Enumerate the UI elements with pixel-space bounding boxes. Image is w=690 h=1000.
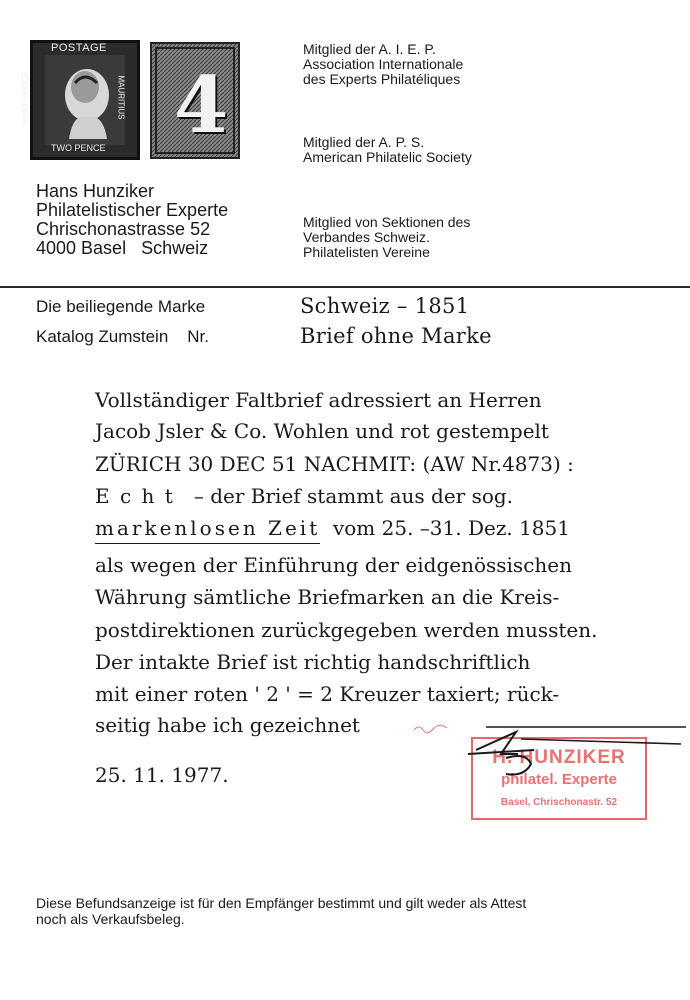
- footer-line-2: noch als Verkaufsbeleg.: [36, 911, 185, 927]
- membership-sektionen-line2: Verbandes Schweiz.: [303, 229, 430, 245]
- stamp-left-text: POST OFFICE: [21, 70, 31, 125]
- body-line-3: ZÜRICH 30 DEC 51 NACHMIT: (AW Nr.4873) :: [95, 452, 574, 476]
- stamp-numeral: 4: [174, 60, 229, 151]
- membership-aiep: [303, 42, 463, 87]
- membership-aiep-line1: Mitglied der A. I. E. P.: [303, 41, 436, 57]
- expert-city-line: [36, 239, 228, 258]
- membership-aps-line2: American Philatelic Society: [303, 149, 472, 165]
- membership-sektionen: [303, 215, 470, 260]
- body-line-4: [95, 484, 675, 508]
- membership-aps-line1: Mitglied der A. P. S.: [303, 134, 425, 150]
- label-marke: Die beiliegende Marke: [36, 297, 206, 316]
- stamp-bottom-text: TWO PENCE: [51, 143, 106, 153]
- membership-sektionen-line3: Philatelisten Vereine: [303, 244, 430, 260]
- expert-street: Chrischonastrasse 52: [36, 219, 211, 239]
- expert-city: 4000 Basel: [36, 238, 127, 258]
- body-line-11: seitig habe ich gezeichnet: [95, 713, 360, 737]
- stamp-top-text: POSTAGE: [51, 42, 107, 54]
- body-line-8: postdirektionen zurückgegeben werden mussten.: [95, 618, 598, 642]
- body-line-7: Währung sämtliche Briefmarken an die Kreis-: [95, 585, 560, 609]
- expert-title: Philatelistischer Experte: [36, 200, 229, 220]
- certificate-date: 25. 11. 1977.: [95, 763, 229, 787]
- membership-aiep-line3: des Experts Philatéliques: [303, 71, 461, 87]
- body-line-5-rest: vom 25. –31. Dez. 1851: [332, 516, 570, 540]
- body-line-6: als wegen der Einführung der eidgenössischen: [95, 553, 572, 577]
- membership-sektionen-line1: Mitglied von Sektionen des: [303, 214, 471, 230]
- expert-country: Schweiz: [141, 238, 209, 258]
- membership-aiep-line2: Association Internationale: [303, 56, 464, 72]
- label-katalog: [36, 327, 209, 347]
- body-markenlosen-zeit: markenlosen Zeit: [95, 516, 320, 544]
- body-line-5: [95, 516, 675, 540]
- footer-disclaimer: [36, 895, 656, 927]
- body-line-2: Jacob Jsler & Co. Wohlen und rot gestempelt: [95, 419, 549, 443]
- footer-line-1: Diese Befundsanzeige ist für den Empfänger bestimmt und gilt weder als Attest: [36, 895, 527, 911]
- body-line-1: Vollständiger Faltbrief adressiert an Herren: [95, 388, 542, 412]
- value-marke: Schweiz – 1851: [300, 294, 470, 318]
- label-nr: Nr.: [187, 327, 209, 346]
- body-line-9: Der intakte Brief ist richtig handschriftlich: [95, 650, 531, 674]
- label-katalog-text: Katalog Zumstein: [36, 327, 169, 346]
- body-line-10: mit einer roten ' 2 ' = 2 Kreuzer taxiert; rück-: [95, 682, 560, 706]
- body-echt: E c h t: [95, 484, 175, 508]
- value-katalog: Brief ohne Marke: [300, 324, 492, 348]
- rubber-stamp-title: philatel. Experte: [501, 771, 617, 788]
- rubber-stamp-name: H. HUNZIKER: [492, 747, 626, 768]
- small-signature-mark: [413, 722, 449, 736]
- mauritius-post-office-stamp: [21, 40, 140, 160]
- numeral-stamp: [150, 42, 240, 159]
- header-divider: [0, 286, 690, 288]
- expert-name: Hans Hunziker: [36, 181, 155, 201]
- rubber-stamp-address: Basel, Chrischonastr. 52: [500, 797, 618, 808]
- handwritten-signature: [446, 722, 690, 782]
- stamp-right-text: MAURITIUS: [116, 75, 126, 120]
- expert-address: [36, 182, 228, 258]
- membership-aps: [303, 135, 472, 165]
- body-line-4-rest: – der Brief stammt aus der sog.: [193, 484, 514, 508]
